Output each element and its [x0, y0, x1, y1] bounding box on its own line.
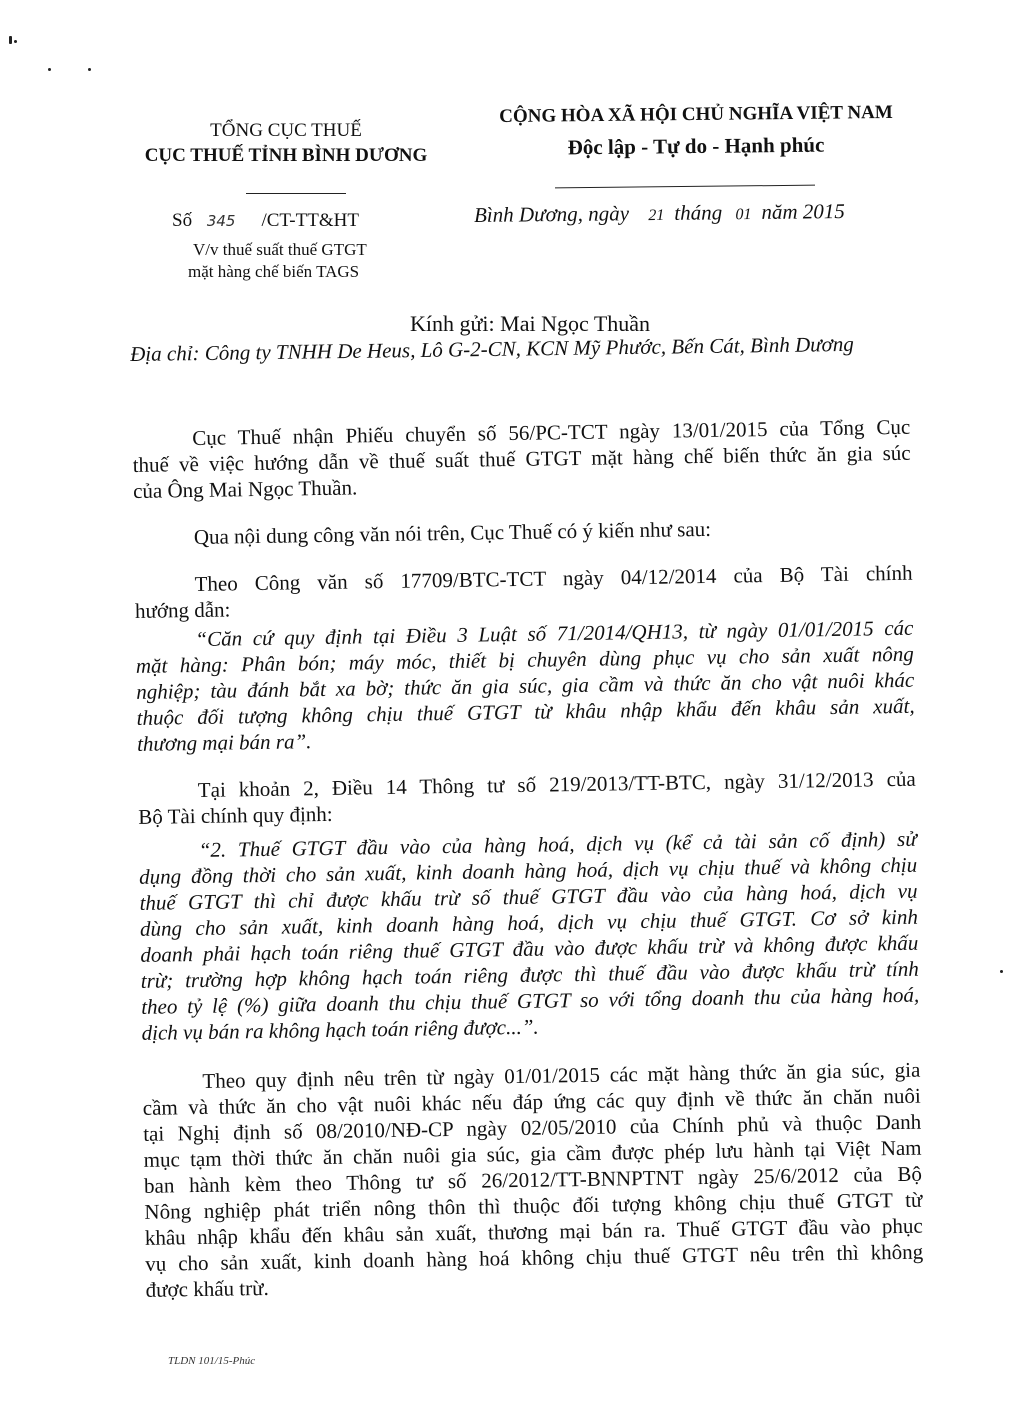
quote2-line: dịch vụ bán ra không hạch toán riêng được...”.	[141, 1014, 539, 1045]
para1-line: của Ông Mai Ngọc Thuần.	[132, 475, 358, 503]
month-label: tháng	[674, 200, 723, 225]
para1-line: Cục Thuế nhận Phiếu chuyển số 56/PC-TCT ngày 13/01/2015 của Tổng Cục	[192, 414, 911, 451]
footer-note: TLDN 101/15-Phúc	[168, 1355, 256, 1367]
date-place: Bình Dương, ngày	[473, 201, 630, 227]
quote2-line: theo tỷ lệ (%) giữa doanh thu chịu thuế GTGT so với tổng doanh thu của hàng hoá,	[141, 982, 920, 1019]
quote1-line: nghiệp; tàu đánh bắt xa bờ; thức ăn gia súc, gia cầm và thức ăn cho vật nuôi khác	[136, 667, 915, 704]
para5-line: mục tạm thời thức ăn chăn nuôi gia súc, gia cầm được phép lưu hành tại Việt Nam	[143, 1135, 922, 1172]
motto: Độc lập - Tự do - Hạnh phúc	[567, 132, 825, 160]
quote2-line: doanh phải hạch toán riêng thuế GTGT đầu vào được khấu trừ và không được khấu	[140, 930, 919, 967]
quote2-line: dụng đồng thời cho sản xuất, kinh doanh hàng hoá, dịch vụ chịu thuế và không chịu	[138, 852, 918, 889]
reference-code: /CT-TT&HT	[261, 210, 359, 231]
country-name: CỘNG HÒA XÃ HỘI CHỦ NGHĨA VIỆT NAM	[499, 101, 893, 128]
para3-line: Theo Công văn số 17709/BTC-TCT ngày 04/12/2014 của Bộ Tài chính	[194, 560, 913, 597]
quote2-line: dùng cho sản xuất, kinh doanh hàng hoá, dịch vụ chịu thuế GTGT. Cơ sở kinh	[139, 904, 919, 941]
greeting: Kính gửi: Mai Ngọc Thuần	[410, 311, 651, 336]
para5-line: khâu nhập khẩu đến khâu sản xuất, thương mại bán ra. Thuế GTGT đầu vào phục	[144, 1213, 923, 1250]
subject-line-1: V/v thuế suất thuế GTGT	[193, 240, 367, 259]
para1-line: thuế về việc hướng dẫn về thuế suất thuế GTGT mặt hàng chế biến thức ăn gia súc	[132, 440, 911, 477]
para5-line: được khấu trừ.	[145, 1275, 269, 1302]
handwritten-number: 345	[206, 212, 236, 230]
para5-line: vụ cho sản xuất, kinh doanh hàng hoá không chịu thuế GTGT nêu trên thì không	[145, 1239, 924, 1276]
para2-line: Qua nội dung công văn nói trên, Cục Thuế có ý kiến như sau:	[193, 516, 712, 550]
para5-line: Theo quy định nêu trên từ ngày 01/01/2015 các mặt hàng thức ăn gia súc, gia	[202, 1057, 921, 1093]
so-label: Số	[172, 210, 193, 231]
agency-name: CỤC THUẾ TỈNH BÌNH DƯƠNG	[144, 145, 428, 166]
para4-line: Bộ Tài chính quy định:	[138, 801, 333, 829]
quote1-line: mặt hàng: Phân bón; máy móc, thiết bị chuyên dùng phục vụ cho sản xuất nông	[135, 641, 914, 678]
date-month: 01	[735, 206, 752, 224]
para5-line: ban hành kèm theo Thông tư số 26/2012/TT-BNNPTNT ngày 25/6/2012 của Bộ	[143, 1161, 923, 1198]
para5-line: cầm và thức ăn cho vật nuôi khác nếu đáp ứng các quy định về thức ăn chăn nuôi	[142, 1083, 921, 1120]
agency-parent: TỔNG CỤC THUẾ	[210, 120, 362, 141]
quote2-line: “2. Thuế GTGT đầu vào của hàng hoá, dịch vụ (kể cả tài sản cố định) sử	[198, 826, 917, 862]
date-day: 21	[648, 206, 665, 225]
year-label: năm 2015	[761, 199, 845, 224]
para5-line: Nông nghiệp phát triển nông thôn thì thuộc đối tượng không chịu thuế GTGT từ	[144, 1187, 923, 1224]
quote1-line: “Căn cứ quy định tại Điều 3 Luật số 71/2014/QH13, từ ngày 01/01/2015 các	[195, 615, 914, 651]
subject-line-2: mặt hàng chế biến TAGS	[188, 262, 360, 281]
recipient-address: Địa chỉ: Công ty TNHH De Heus, Lô G-2-CN, KCN Mỹ Phước, Bến Cát, Bình Dương	[130, 331, 854, 366]
quote2-line: thuế GTGT thì chỉ được khấu trừ số thuế GTGT đầu vào của hàng hoá, dịch vụ	[139, 878, 918, 915]
para3-line: hướng dẫn:	[134, 597, 231, 623]
para4-line: Tại khoản 2, Điều 14 Thông tư số 219/2013/TT-BTC, ngày 31/12/2013 của	[197, 766, 916, 802]
quote1-line: thuộc đối tượng không chịu thuế GTGT từ khâu nhập khẩu đến khâu sản xuất,	[136, 693, 915, 730]
quote2-line: trừ; trường hợp không hạch toán riêng được thì thuế đầu vào được khấu trừ tính	[140, 956, 919, 993]
quote1-line: thương mại bán ra”.	[136, 729, 312, 756]
para5-line: tại Nghị định số 08/2010/NĐ-CP ngày 02/05/2010 của Chính phủ và thuộc Danh	[143, 1109, 922, 1146]
